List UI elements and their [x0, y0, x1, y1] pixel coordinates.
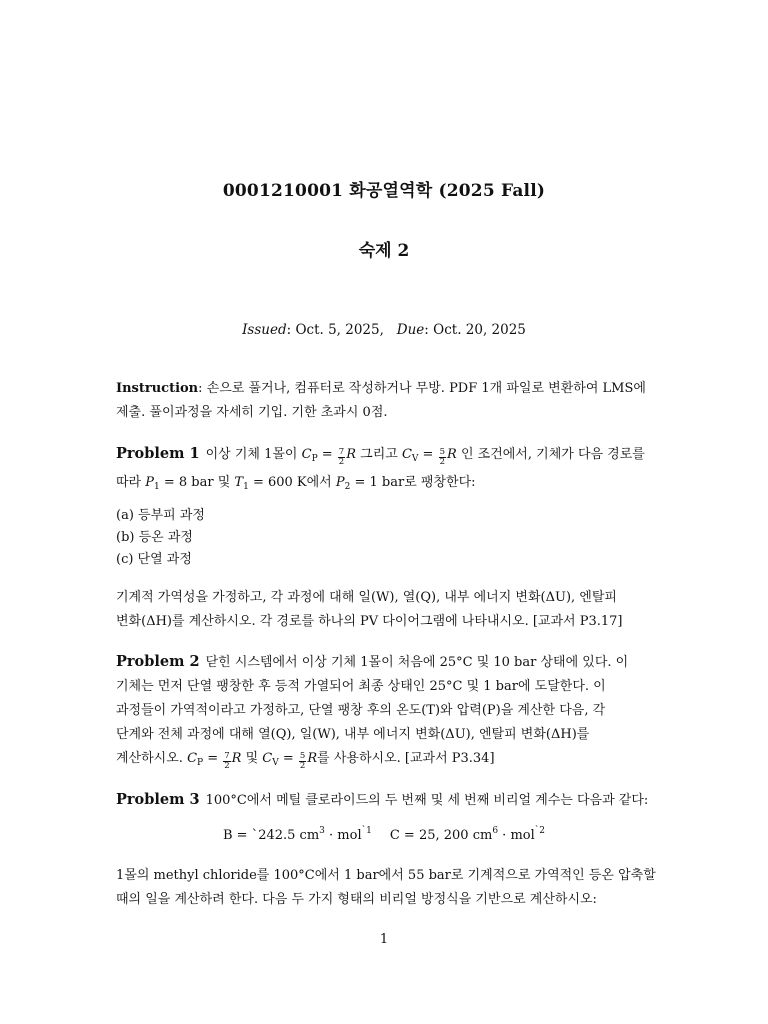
page-number: 1 [379, 932, 389, 947]
issued-label: Issued [242, 322, 287, 338]
problem-1-label: Problem 1 [116, 445, 200, 462]
instruction-text-2: 제출. 풀이과정을 자세히 기입. 기한 초과시 0점. [116, 405, 388, 420]
cp-symbol: $C_P$ [187, 751, 204, 768]
problem-2-text-1: 닫힌 시스템에서 이상 기체 1몰이 처음에 25°C 및 10 bar 상태에 있다. 이 [205, 655, 629, 670]
due-date: : Oct. 20, 2025 [424, 322, 526, 338]
cv-symbol: $C_V$ [262, 751, 279, 768]
fraction-5-2: $\frac{5}{2}$ [299, 751, 306, 771]
instruction-paragraph [116, 377, 672, 425]
problem-2: Problem 2 닫힌 시스템에서 이상 기체 1몰이 처음에 25°C 및 10 bar 상태에 있다. 이 기체는 먼저 단열 팽창한 후 등적 가열되어 최종 상태인 25°C 및 1 bar에 도달한다. 이 과정들이 가역적이라고 가정하고, 단열 팽창 후의 온도(T)와 압력(P)을 계산한 다음, 각 단계와 전체 과정에 대해 열(Q), 일(W), 내부 에너지 변화(ΔU), 엔탈피 변화(ΔH)를 계산하시오. $C_P$ = $\frac{7}{2}$ R 및 $C_V$ = $\frac{5}{2}$ R를 사용하시오. [교과서 P3.34] [116, 650, 672, 775]
problem-1-question-1: 기계적 가역성을 가정하고, 각 과정에 대해 일(W), 열(Q), 내부 에너지 변화(ΔU), 엔탈피 [116, 590, 617, 605]
problem-1-question-2: 변화(ΔH)를 계산하시오. 각 경로를 하나의 PV 다이어그램에 나타내시오. [교과서 P3.17] [116, 614, 623, 629]
problem-3-label: Problem 3 [116, 791, 200, 808]
problem-1: Problem 1 이상 기체 1몰이 $C_P$ = $\frac{7}{2}$ R 그리고 $C_V$ = $\frac{5}{2}$ R 인 조건에서, 기체가 다음 경로를 따라 $P_1 = 8$ bar 및 $T_1 = 600$ K에서 $P_2 = 1$ bar로 팽창한다: [116, 445, 645, 492]
problem-1-text: 이상 기체 1몰이 [205, 447, 302, 462]
page-title: 0001210001 화공열역학 (2025 Fall) [222, 181, 546, 201]
problem-3-body [116, 864, 672, 912]
problem-2-label: Problem 2 [116, 653, 200, 670]
issued-date: : Oct. 5, 2025, [286, 322, 384, 338]
list-item: (a) 등부피 과정 [116, 508, 205, 523]
fraction-7-2: $\frac{7}{2}$ [338, 447, 345, 467]
due-label: Due [396, 322, 425, 338]
problem-1-question [116, 586, 672, 634]
p1-symbol: $P_1$ [145, 475, 160, 492]
t1-symbol: $T_1$ [234, 475, 249, 492]
problem-3 [116, 788, 672, 813]
problem-2-text-2: 기체는 먼저 단열 팽창한 후 등적 가열되어 최종 상태인 25°C 및 1 bar에 도달한다. 이 [116, 679, 606, 694]
problem-3-text-3: 때의 일을 계산하려 한다. 다음 두 가지 형태의 비리얼 방정식을 기반으로 계산하시오: [116, 892, 597, 907]
page-subtitle: 숙제 2 [358, 241, 410, 261]
problem-2-text-3: 과정들이 가역적이라고 가정하고, 단열 팽창 후의 온도(T)와 압력(P)을 계산한 다음, 각 [116, 703, 606, 718]
instruction-text-1: : 손으로 풀거나, 컴퓨터로 작성하거나 무방. PDF 1개 파일로 변환하여 LMS에 [198, 381, 646, 396]
problem-1-list [116, 505, 205, 571]
list-item: (c) 단열 과정 [116, 552, 192, 567]
problem-3-text-2: 1몰의 methyl chloride를 100°C에서 1 bar에서 55 bar로 기계적으로 가역적인 등온 압축할 [116, 868, 656, 883]
fraction-5-2: $\frac{5}{2}$ [439, 447, 446, 467]
list-item: (b) 등온 과정 [116, 530, 193, 545]
date-line [0, 322, 768, 338]
problem-3-text-1: 100°C에서 메틸 클로라이드의 두 번째 및 세 번째 비리얼 계수는 다음과 같다: [205, 793, 649, 808]
cp-symbol: $C_P$ [301, 447, 318, 464]
p2-symbol: $P_2$ [335, 475, 351, 492]
cv-symbol: $C_V$ [401, 447, 419, 464]
fraction-7-2: $\frac{7}{2}$ [224, 751, 230, 771]
virial-coefficients-equation: B = `242.5 $cm^3 \cdot mol^{`1}$ C = 25, 200 $cm^6 \cdot mol^{`2}$ [222, 826, 545, 843]
problem-2-text-4: 단계와 전체 과정에 대해 열(Q), 일(W), 내부 에너지 변화(ΔU), 엔탈피 변화(ΔH)를 [116, 727, 590, 742]
instruction-label: Instruction [116, 381, 199, 396]
